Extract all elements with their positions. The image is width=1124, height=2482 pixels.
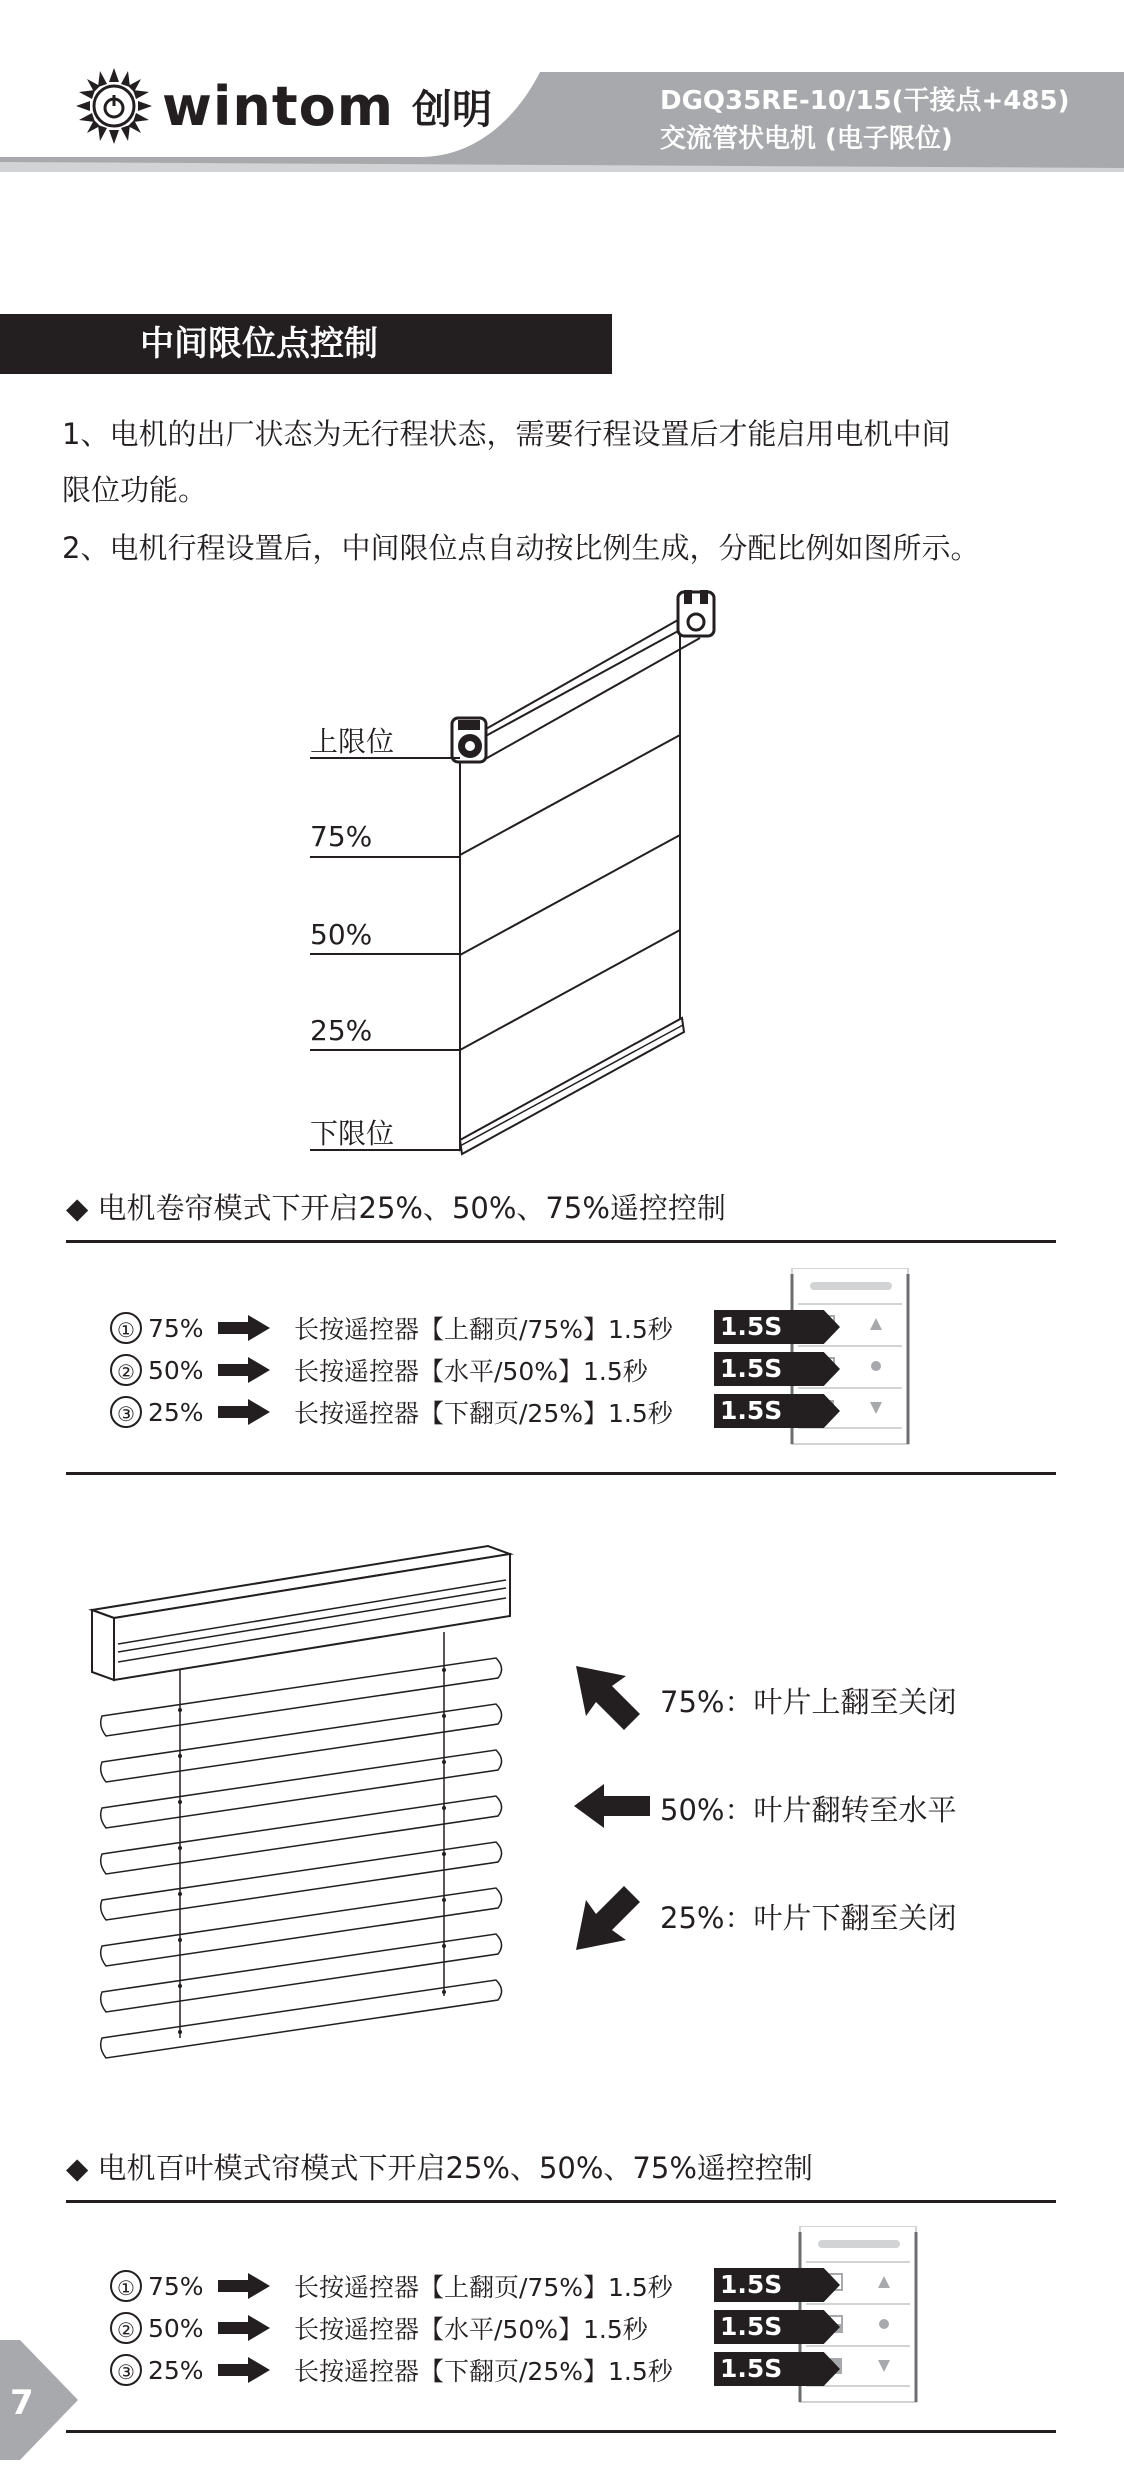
model-number: DGQ35RE-10/15(干接点+485) [660,86,1070,116]
brand-logo [76,68,492,144]
step-instruction: 长按遥控器【水平/50%】1.5秒 [294,1357,648,1386]
page-number: 7 [10,2383,34,2423]
divider [66,2430,1056,2433]
paragraph-1: 1、电机的出厂状态为无行程状态，需要行程设置后才能启用电机中间 [62,417,951,451]
duration-badge: 1.5S [714,1310,806,1344]
step-number: ③ [110,1396,142,1428]
step-instruction: 长按遥控器【水平/50%】1.5秒 [294,2315,648,2344]
tilt-label-25: 25%：叶片下翻至关闭 [660,1901,957,1935]
step-percent: 50% [148,2313,204,2343]
step-number: ② [110,1354,142,1386]
venetian-blind-diagram [88,1540,528,2060]
step-percent: 75% [148,1313,204,1343]
label-lower-limit: 下限位 [310,1117,395,1150]
brand-name-cn: 创明 [412,86,493,133]
arrow-up-left-icon [574,1664,644,1734]
venetian-row-25 [110,2352,673,2388]
divider [66,1240,1056,1243]
step-instruction: 长按遥控器【上翻页/75%】1.5秒 [294,2273,673,2302]
arrow-left-icon [574,1784,650,1828]
model-description: 交流管状电机 (电子限位) [660,124,953,154]
right-arrow-icon [218,2273,270,2299]
venetian-mode-heading: ◆ 电机百叶模式帘模式下开启25%、50%、75%遥控控制 [66,2151,813,2185]
step-percent: 50% [148,1355,204,1385]
step-percent: 25% [148,2355,204,2385]
label-50: 50% [310,918,373,951]
divider [66,2200,1056,2203]
roller-row-25 [110,1394,673,1430]
left-bracket-icon [452,718,486,762]
tilt-label-50: 50%：叶片翻转至水平 [660,1793,957,1827]
page-number-tab [0,2340,80,2460]
step-instruction: 长按遥控器【下翻页/25%】1.5秒 [294,2357,673,2386]
roller-row-75 [110,1310,673,1346]
label-upper-limit: 上限位 [310,725,395,758]
venetian-row-75 [110,2268,673,2304]
right-arrow-icon [218,1399,270,1425]
step-percent: 75% [148,2271,204,2301]
duration-badge: 1.5S [714,2352,806,2386]
duration-badge: 1.5S [714,2268,806,2302]
right-arrow-icon [218,1315,270,1341]
right-arrow-icon [218,2357,270,2383]
brand-name: wintom [162,74,395,138]
venetian-row-50 [110,2310,648,2346]
paragraph-1-cont: 限位功能。 [62,473,208,507]
right-arrow-icon [218,2315,270,2341]
section-title: 中间限位点控制 [0,314,612,374]
arrow-down-left-icon [574,1882,644,1952]
duration-badge: 1.5S [714,2310,806,2344]
right-arrow-icon [218,1357,270,1383]
roller-row-50 [110,1352,648,1388]
divider [66,1472,1056,1475]
duration-badge: 1.5S [714,1352,806,1386]
step-number: ② [110,2312,142,2344]
label-25: 25% [310,1014,373,1047]
step-number: ③ [110,2354,142,2386]
label-75: 75% [310,820,373,853]
right-bracket-icon [678,590,714,636]
roller-mode-heading: ◆ 电机卷帘模式下开启25%、50%、75%遥控控制 [66,1191,726,1225]
step-instruction: 长按遥控器【上翻页/75%】1.5秒 [294,1315,673,1344]
sun-logo-icon [76,68,152,144]
paragraph-2: 2、电机行程设置后，中间限位点自动按比例生成，分配比例如图所示。 [62,531,980,565]
step-percent: 25% [148,1397,204,1427]
duration-badge: 1.5S [714,1394,806,1428]
step-number: ① [110,1312,142,1344]
roller-blind-diagram [300,570,720,1170]
step-number: ① [110,2270,142,2302]
tilt-label-75: 75%：叶片上翻至关闭 [660,1685,957,1719]
model-info [660,82,1069,158]
step-instruction: 长按遥控器【下翻页/25%】1.5秒 [294,1399,673,1428]
